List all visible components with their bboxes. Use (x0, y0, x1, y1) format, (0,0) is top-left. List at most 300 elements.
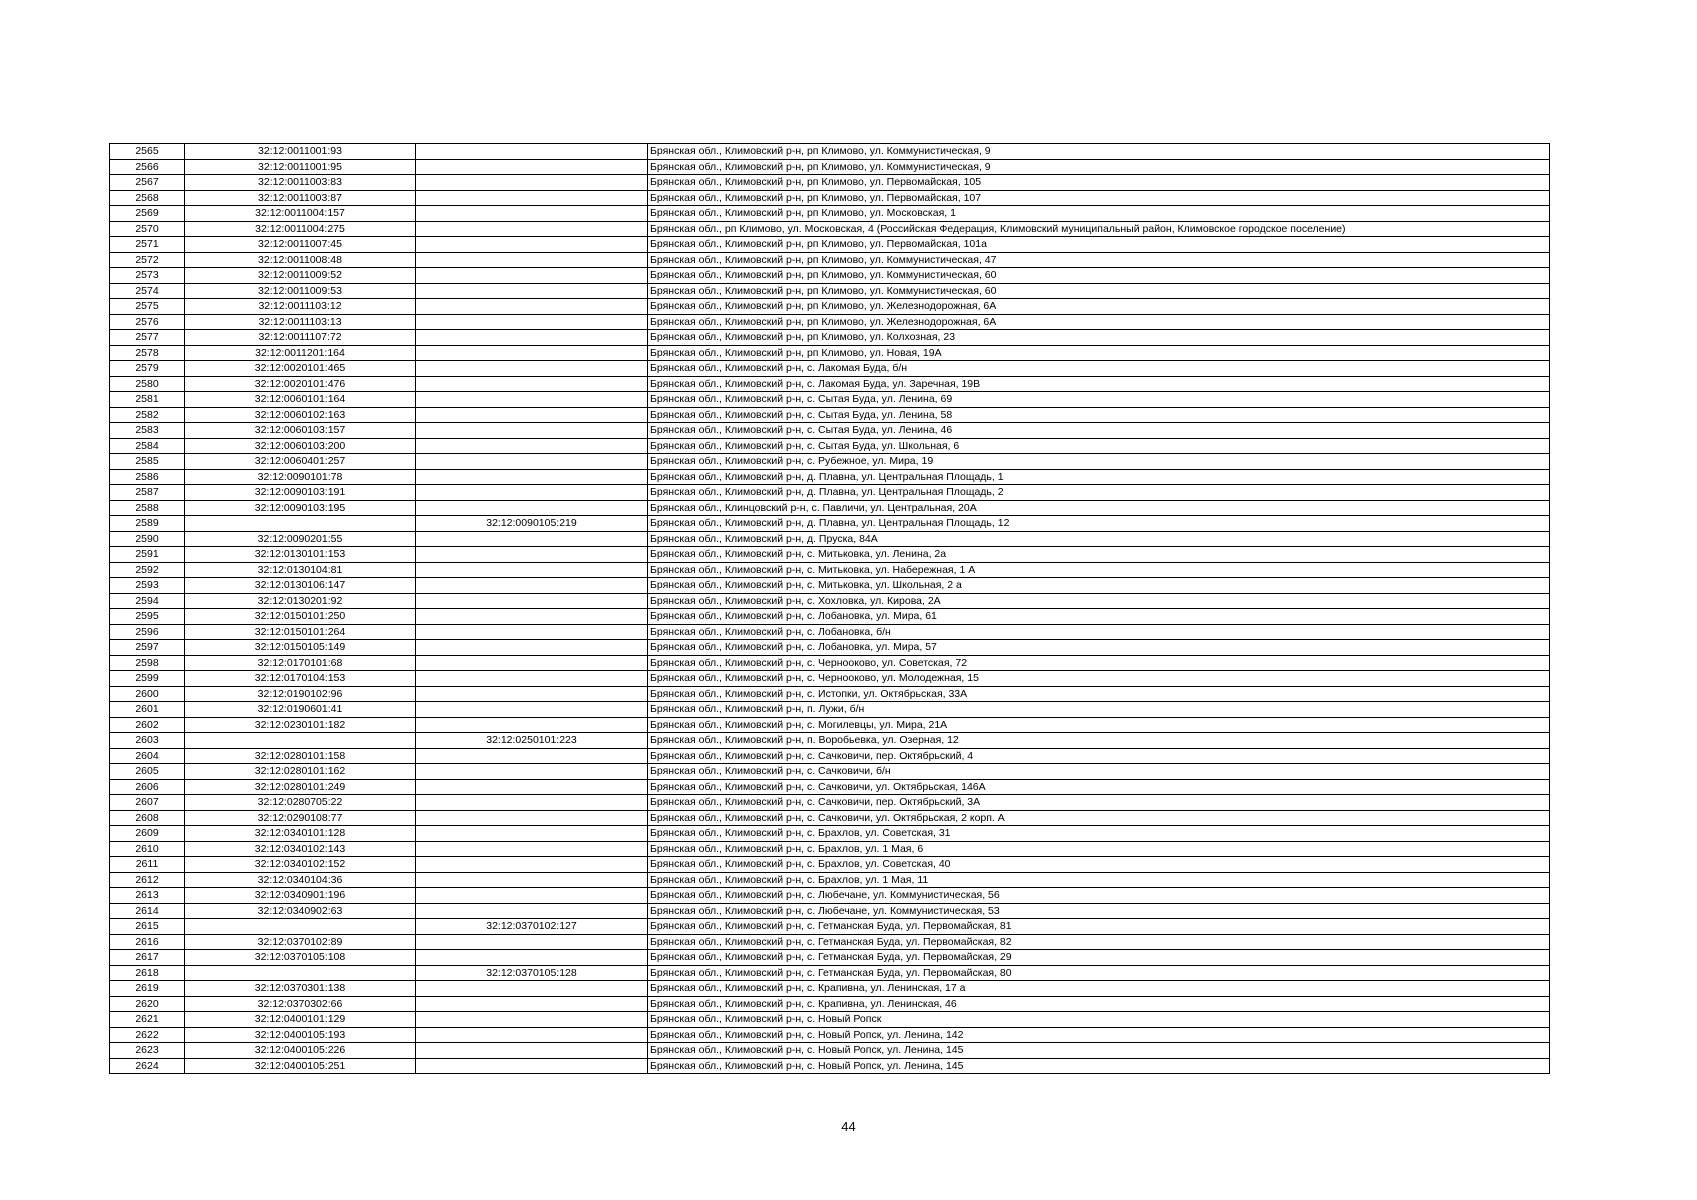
cadastral-number-alt-cell: 32:12:0250101:223 (416, 733, 648, 749)
cadastral-number-alt-cell (416, 221, 648, 237)
row-number-cell: 2593 (110, 578, 185, 594)
cadastral-number-alt-cell (416, 950, 648, 966)
row-number-cell: 2614 (110, 903, 185, 919)
cadastral-number-cell: 32:12:0340102:143 (185, 841, 416, 857)
address-cell: Брянская обл., Клинцовский р-н, с. Павличи, ул. Центральная, 20А (648, 500, 1550, 516)
row-number-cell: 2605 (110, 764, 185, 780)
row-number-cell: 2601 (110, 702, 185, 718)
row-number-cell: 2565 (110, 144, 185, 160)
cadastral-number-alt-cell (416, 237, 648, 253)
table-row (110, 950, 1550, 966)
row-number-cell: 2569 (110, 206, 185, 222)
table-row (110, 702, 1550, 718)
table-row (110, 237, 1550, 253)
cadastral-number-cell: 32:12:0150101:264 (185, 624, 416, 640)
row-number-cell: 2621 (110, 1012, 185, 1028)
table-row (110, 965, 1550, 981)
cadastral-number-cell: 32:12:0090103:191 (185, 485, 416, 501)
address-cell: Брянская обл., Климовский р-н, с. Брахлов, ул. Советская, 31 (648, 826, 1550, 842)
table-row (110, 454, 1550, 470)
cadastral-number-alt-cell (416, 748, 648, 764)
row-number-cell: 2596 (110, 624, 185, 640)
address-cell: Брянская обл., Климовский р-н, с. Сачковичи, ул. Октябрьская, 146А (648, 779, 1550, 795)
table-row (110, 1058, 1550, 1074)
address-cell: Брянская обл., Климовский р-н, рп Климово, ул. Первомайская, 105 (648, 175, 1550, 191)
cadastral-number-cell: 32:12:0230101:182 (185, 717, 416, 733)
address-cell: Брянская обл., Климовский р-н, рп Климово, ул. Коммунистическая, 47 (648, 252, 1550, 268)
cadastral-number-cell: 32:12:0340102:152 (185, 857, 416, 873)
cadastral-number-cell: 32:12:0090201:55 (185, 531, 416, 547)
row-number-cell: 2617 (110, 950, 185, 966)
cadastral-number-cell: 32:12:0130101:153 (185, 547, 416, 563)
address-cell: Брянская обл., Климовский р-н, с. Сачковичи, ул. Октябрьская, 2 корп. А (648, 810, 1550, 826)
cadastral-number-alt-cell (416, 1027, 648, 1043)
cadastral-number-alt-cell (416, 500, 648, 516)
cadastral-number-cell (185, 516, 416, 532)
table-row (110, 826, 1550, 842)
cadastral-number-alt-cell (416, 764, 648, 780)
address-cell: Брянская обл., Климовский р-н, с. Рубежное, ул. Мира, 19 (648, 454, 1550, 470)
cadastral-number-cell: 32:12:0011009:52 (185, 268, 416, 284)
address-cell: Брянская обл., Климовский р-н, рп Климово, ул. Коммунистическая, 9 (648, 159, 1550, 175)
cadastral-number-cell: 32:12:0280101:158 (185, 748, 416, 764)
address-cell: Брянская обл., Климовский р-н, рп Климово, ул. Коммунистическая, 60 (648, 268, 1550, 284)
row-number-cell: 2608 (110, 810, 185, 826)
row-number-cell: 2610 (110, 841, 185, 857)
cadastral-number-alt-cell (416, 671, 648, 687)
row-number-cell: 2618 (110, 965, 185, 981)
table-row (110, 392, 1550, 408)
table-row (110, 531, 1550, 547)
property-table (109, 143, 1550, 1074)
cadastral-number-cell: 32:12:0290108:77 (185, 810, 416, 826)
table-row (110, 547, 1550, 563)
address-cell: Брянская обл., Климовский р-н, с. Сытая Буда, ул. Школьная, 6 (648, 438, 1550, 454)
cadastral-number-cell (185, 919, 416, 935)
row-number-cell: 2567 (110, 175, 185, 191)
cadastral-number-alt-cell (416, 996, 648, 1012)
row-number-cell: 2589 (110, 516, 185, 532)
table-row (110, 624, 1550, 640)
cadastral-number-cell: 32:12:0020101:476 (185, 376, 416, 392)
address-cell: Брянская обл., Климовский р-н, с. Сачковичи, пер. Октябрьский, 3А (648, 795, 1550, 811)
row-number-cell: 2609 (110, 826, 185, 842)
cadastral-number-cell: 32:12:0130106:147 (185, 578, 416, 594)
cadastral-number-cell: 32:12:0090101:78 (185, 469, 416, 485)
cadastral-number-cell: 32:12:0130201:92 (185, 593, 416, 609)
table-row (110, 500, 1550, 516)
row-number-cell: 2615 (110, 919, 185, 935)
cadastral-number-alt-cell: 32:12:0370102:127 (416, 919, 648, 935)
address-cell: Брянская обл., Климовский р-н, с. Сытая Буда, ул. Ленина, 58 (648, 407, 1550, 423)
cadastral-number-cell: 32:12:0011201:164 (185, 345, 416, 361)
cadastral-number-alt-cell (416, 159, 648, 175)
row-number-cell: 2620 (110, 996, 185, 1012)
table-row (110, 252, 1550, 268)
address-cell: Брянская обл., Климовский р-н, с. Гетманская Буда, ул. Первомайская, 81 (648, 919, 1550, 935)
address-cell: Брянская обл., Климовский р-н, рп Климово, ул. Железнодорожная, 6А (648, 314, 1550, 330)
cadastral-number-cell: 32:12:0060401:257 (185, 454, 416, 470)
cadastral-number-alt-cell (416, 531, 648, 547)
row-number-cell: 2574 (110, 283, 185, 299)
table-row (110, 516, 1550, 532)
row-number-cell: 2573 (110, 268, 185, 284)
cadastral-number-alt-cell (416, 779, 648, 795)
row-number-cell: 2577 (110, 330, 185, 346)
table-row (110, 981, 1550, 997)
address-cell: Брянская обл., Климовский р-н, д. Плавна, ул. Центральная Площадь, 1 (648, 469, 1550, 485)
address-cell: Брянская обл., Климовский р-н, с. Лобановка, ул. Мира, 61 (648, 609, 1550, 625)
table-row (110, 562, 1550, 578)
row-number-cell: 2597 (110, 640, 185, 656)
address-cell: Брянская обл., Климовский р-н, с. Гетманская Буда, ул. Первомайская, 29 (648, 950, 1550, 966)
address-cell: Брянская обл., Климовский р-н, с. Брахлов, ул. Советская, 40 (648, 857, 1550, 873)
cadastral-number-cell: 32:12:0011003:87 (185, 190, 416, 206)
table-row (110, 206, 1550, 222)
table-row (110, 996, 1550, 1012)
cadastral-number-cell: 32:12:0011004:157 (185, 206, 416, 222)
address-cell: Брянская обл., Климовский р-н, с. Новый Ропск, ул. Ленина, 145 (648, 1058, 1550, 1074)
cadastral-number-alt-cell (416, 190, 648, 206)
row-number-cell: 2566 (110, 159, 185, 175)
table-row (110, 376, 1550, 392)
table-row (110, 686, 1550, 702)
cadastral-number-alt-cell: 32:12:0370105:128 (416, 965, 648, 981)
table-row (110, 1012, 1550, 1028)
cadastral-number-alt-cell (416, 1043, 648, 1059)
cadastral-number-cell: 32:12:0011003:83 (185, 175, 416, 191)
address-cell: Брянская обл., Климовский р-н, с. Крапивна, ул. Ленинская, 17 а (648, 981, 1550, 997)
row-number-cell: 2586 (110, 469, 185, 485)
address-cell: Брянская обл., Климовский р-н, рп Климово, ул. Новая, 19А (648, 345, 1550, 361)
address-cell: Брянская обл., Климовский р-н, с. Лакомая Буда, ул. Заречная, 19В (648, 376, 1550, 392)
address-cell: Брянская обл., Климовский р-н, п. Лужи, б/н (648, 702, 1550, 718)
cadastral-number-alt-cell (416, 841, 648, 857)
cadastral-number-cell: 32:12:0400105:226 (185, 1043, 416, 1059)
address-cell: Брянская обл., Климовский р-н, с. Лобановка, ул. Мира, 57 (648, 640, 1550, 656)
cadastral-number-cell (185, 965, 416, 981)
row-number-cell: 2581 (110, 392, 185, 408)
row-number-cell: 2578 (110, 345, 185, 361)
row-number-cell: 2624 (110, 1058, 185, 1074)
table-row (110, 578, 1550, 594)
cadastral-number-alt-cell (416, 826, 648, 842)
table-row (110, 919, 1550, 935)
row-number-cell: 2572 (110, 252, 185, 268)
cadastral-number-alt-cell (416, 578, 648, 594)
address-cell: Брянская обл., Климовский р-н, рп Климово, ул. Коммунистическая, 9 (648, 144, 1550, 160)
cadastral-number-cell: 32:12:0011001:93 (185, 144, 416, 160)
cadastral-number-alt-cell (416, 407, 648, 423)
address-cell: Брянская обл., Климовский р-н, с. Хохловка, ул. Кирова, 2А (648, 593, 1550, 609)
row-number-cell: 2584 (110, 438, 185, 454)
cadastral-number-cell: 32:12:0280101:162 (185, 764, 416, 780)
address-cell: Брянская обл., Климовский р-н, д. Плавна, ул. Центральная Площадь, 12 (648, 516, 1550, 532)
cadastral-number-cell: 32:12:0340902:63 (185, 903, 416, 919)
cadastral-number-alt-cell (416, 888, 648, 904)
cadastral-number-alt-cell (416, 252, 648, 268)
address-cell: Брянская обл., Климовский р-н, п. Воробьевка, ул. Озерная, 12 (648, 733, 1550, 749)
table-row (110, 764, 1550, 780)
table-row (110, 872, 1550, 888)
address-cell: Брянская обл., Климовский р-н, с. Любечане, ул. Коммунистическая, 56 (648, 888, 1550, 904)
cadastral-number-cell: 32:12:0340101:128 (185, 826, 416, 842)
row-number-cell: 2623 (110, 1043, 185, 1059)
cadastral-number-cell: 32:12:0090103:195 (185, 500, 416, 516)
row-number-cell: 2603 (110, 733, 185, 749)
cadastral-number-cell: 32:12:0011008:48 (185, 252, 416, 268)
cadastral-number-cell (185, 733, 416, 749)
address-cell: Брянская обл., Климовский р-н, с. Сачковичи, пер. Октябрьский, 4 (648, 748, 1550, 764)
row-number-cell: 2575 (110, 299, 185, 315)
cadastral-number-cell: 32:12:0011004:275 (185, 221, 416, 237)
table-row (110, 314, 1550, 330)
cadastral-number-cell: 32:12:0060102:163 (185, 407, 416, 423)
cadastral-number-cell: 32:12:0400105:251 (185, 1058, 416, 1074)
address-cell: Брянская обл., Климовский р-н, с. Сытая Буда, ул. Ленина, 69 (648, 392, 1550, 408)
table-row (110, 469, 1550, 485)
address-cell: Брянская обл., Климовский р-н, с. Новый Ропск, ул. Ленина, 145 (648, 1043, 1550, 1059)
cadastral-number-cell: 32:12:0370301:138 (185, 981, 416, 997)
cadastral-number-alt-cell (416, 345, 648, 361)
table-row (110, 423, 1550, 439)
row-number-cell: 2583 (110, 423, 185, 439)
cadastral-number-cell: 32:12:0170101:68 (185, 655, 416, 671)
table-row (110, 748, 1550, 764)
cadastral-number-alt-cell (416, 144, 648, 160)
row-number-cell: 2592 (110, 562, 185, 578)
address-cell: Брянская обл., Климовский р-н, с. Митьковка, ул. Набережная, 1 А (648, 562, 1550, 578)
address-cell: Брянская обл., Климовский р-н, с. Могилевцы, ул. Мира, 21А (648, 717, 1550, 733)
address-cell: Брянская обл., Климовский р-н, с. Брахлов, ул. 1 Мая, 11 (648, 872, 1550, 888)
address-cell: Брянская обл., Климовский р-н, с. Брахлов, ул. 1 Мая, 6 (648, 841, 1550, 857)
cadastral-number-alt-cell (416, 268, 648, 284)
address-cell: Брянская обл., Климовский р-н, с. Новый Ропск, ул. Ленина, 142 (648, 1027, 1550, 1043)
cadastral-number-alt-cell (416, 547, 648, 563)
cadastral-number-alt-cell (416, 857, 648, 873)
table-row (110, 1027, 1550, 1043)
row-number-cell: 2585 (110, 454, 185, 470)
cadastral-number-alt-cell (416, 655, 648, 671)
row-number-cell: 2587 (110, 485, 185, 501)
cadastral-number-cell: 32:12:0340104:36 (185, 872, 416, 888)
cadastral-number-cell: 32:12:0011103:12 (185, 299, 416, 315)
cadastral-number-cell: 32:12:0170104:153 (185, 671, 416, 687)
cadastral-number-cell: 32:12:0011107:72 (185, 330, 416, 346)
cadastral-number-cell: 32:12:0130104:81 (185, 562, 416, 578)
cadastral-number-alt-cell (416, 903, 648, 919)
table-row (110, 268, 1550, 284)
address-cell: Брянская обл., Климовский р-н, рп Климово, ул. Коммунистическая, 60 (648, 283, 1550, 299)
cadastral-number-alt-cell (416, 562, 648, 578)
table-row (110, 593, 1550, 609)
cadastral-number-cell: 32:12:0370102:89 (185, 934, 416, 950)
address-cell: Брянская обл., Климовский р-н, с. Чернооково, ул. Советская, 72 (648, 655, 1550, 671)
row-number-cell: 2582 (110, 407, 185, 423)
address-cell: Брянская обл., Климовский р-н, с. Новый Ропск (648, 1012, 1550, 1028)
row-number-cell: 2590 (110, 531, 185, 547)
cadastral-number-cell: 32:12:0370105:108 (185, 950, 416, 966)
cadastral-number-alt-cell (416, 485, 648, 501)
cadastral-number-alt-cell (416, 299, 648, 315)
row-number-cell: 2602 (110, 717, 185, 733)
cadastral-number-cell: 32:12:0400101:129 (185, 1012, 416, 1028)
cadastral-number-cell: 32:12:0150101:250 (185, 609, 416, 625)
cadastral-number-cell: 32:12:0400105:193 (185, 1027, 416, 1043)
table-row (110, 609, 1550, 625)
table-row (110, 903, 1550, 919)
address-cell: Брянская обл., Климовский р-н, д. Плавна, ул. Центральная Площадь, 2 (648, 485, 1550, 501)
row-number-cell: 2619 (110, 981, 185, 997)
cadastral-number-alt-cell (416, 1058, 648, 1074)
address-cell: Брянская обл., Климовский р-н, с. Митьковка, ул. Ленина, 2а (648, 547, 1550, 563)
cadastral-number-cell: 32:12:0060103:157 (185, 423, 416, 439)
address-cell: Брянская обл., Климовский р-н, с. Истопки, ул. Октябрьская, 33А (648, 686, 1550, 702)
table-row (110, 159, 1550, 175)
address-cell: Брянская обл., Климовский р-н, с. Сытая Буда, ул. Ленина, 46 (648, 423, 1550, 439)
table-row (110, 671, 1550, 687)
table-row (110, 485, 1550, 501)
row-number-cell: 2580 (110, 376, 185, 392)
address-cell: Брянская обл., Климовский р-н, рп Климово, ул. Колхозная, 23 (648, 330, 1550, 346)
table-row (110, 361, 1550, 377)
row-number-cell: 2607 (110, 795, 185, 811)
cadastral-number-alt-cell (416, 593, 648, 609)
table-row (110, 810, 1550, 826)
table-row (110, 144, 1550, 160)
cadastral-number-alt-cell (416, 330, 648, 346)
table-row (110, 640, 1550, 656)
cadastral-number-alt-cell (416, 810, 648, 826)
table-row (110, 175, 1550, 191)
cadastral-number-alt-cell (416, 981, 648, 997)
cadastral-number-alt-cell: 32:12:0090105:219 (416, 516, 648, 532)
row-number-cell: 2604 (110, 748, 185, 764)
address-cell: Брянская обл., Климовский р-н, с. Митьковка, ул. Школьная, 2 а (648, 578, 1550, 594)
cadastral-number-cell: 32:12:0190102:96 (185, 686, 416, 702)
cadastral-number-cell: 32:12:0370302:66 (185, 996, 416, 1012)
row-number-cell: 2595 (110, 609, 185, 625)
cadastral-number-cell: 32:12:0150105:149 (185, 640, 416, 656)
address-cell: Брянская обл., Климовский р-н, рп Климово, ул. Первомайская, 101а (648, 237, 1550, 253)
cadastral-number-cell: 32:12:0011007:45 (185, 237, 416, 253)
table-row (110, 934, 1550, 950)
cadastral-number-cell: 32:12:0060101:164 (185, 392, 416, 408)
cadastral-number-cell: 32:12:0011001:95 (185, 159, 416, 175)
table-row (110, 407, 1550, 423)
row-number-cell: 2579 (110, 361, 185, 377)
row-number-cell: 2591 (110, 547, 185, 563)
cadastral-number-cell: 32:12:0020101:465 (185, 361, 416, 377)
table-row (110, 345, 1550, 361)
cadastral-number-alt-cell (416, 314, 648, 330)
cadastral-number-alt-cell (416, 206, 648, 222)
cadastral-number-alt-cell (416, 609, 648, 625)
row-number-cell: 2571 (110, 237, 185, 253)
address-cell: Брянская обл., рп Климово, ул. Московская, 4 (Российская Федерация, Климовский муниципальный район, Климовское городское поселение) (648, 221, 1550, 237)
row-number-cell: 2570 (110, 221, 185, 237)
cadastral-number-alt-cell (416, 438, 648, 454)
address-cell: Брянская обл., Климовский р-н, с. Любечане, ул. Коммунистическая, 53 (648, 903, 1550, 919)
cadastral-number-cell: 32:12:0060103:200 (185, 438, 416, 454)
cadastral-number-alt-cell (416, 376, 648, 392)
row-number-cell: 2611 (110, 857, 185, 873)
cadastral-number-alt-cell (416, 361, 648, 377)
table-row (110, 733, 1550, 749)
cadastral-number-cell: 32:12:0011103:13 (185, 314, 416, 330)
row-number-cell: 2576 (110, 314, 185, 330)
table-row (110, 795, 1550, 811)
cadastral-number-alt-cell (416, 175, 648, 191)
row-number-cell: 2599 (110, 671, 185, 687)
cadastral-number-alt-cell (416, 686, 648, 702)
address-cell: Брянская обл., Климовский р-н, рп Климово, ул. Первомайская, 107 (648, 190, 1550, 206)
cadastral-number-alt-cell (416, 423, 648, 439)
table-row (110, 283, 1550, 299)
table-row (110, 779, 1550, 795)
table-row (110, 190, 1550, 206)
cadastral-number-cell: 32:12:0011009:53 (185, 283, 416, 299)
cadastral-number-alt-cell (416, 454, 648, 470)
row-number-cell: 2616 (110, 934, 185, 950)
row-number-cell: 2613 (110, 888, 185, 904)
table-row (110, 1043, 1550, 1059)
address-cell: Брянская обл., Климовский р-н, д. Пруска, 84А (648, 531, 1550, 547)
address-cell: Брянская обл., Климовский р-н, с. Крапивна, ул. Ленинская, 46 (648, 996, 1550, 1012)
row-number-cell: 2622 (110, 1027, 185, 1043)
table-row (110, 888, 1550, 904)
cadastral-number-cell: 32:12:0190601:41 (185, 702, 416, 718)
cadastral-number-alt-cell (416, 469, 648, 485)
cadastral-number-alt-cell (416, 717, 648, 733)
row-number-cell: 2598 (110, 655, 185, 671)
table-row (110, 221, 1550, 237)
cadastral-number-alt-cell (416, 283, 648, 299)
address-cell: Брянская обл., Климовский р-н, рп Климово, ул. Железнодорожная, 6А (648, 299, 1550, 315)
cadastral-number-alt-cell (416, 640, 648, 656)
row-number-cell: 2606 (110, 779, 185, 795)
table-row (110, 299, 1550, 315)
cadastral-number-cell: 32:12:0280101:249 (185, 779, 416, 795)
table-row (110, 857, 1550, 873)
row-number-cell: 2600 (110, 686, 185, 702)
table-row (110, 717, 1550, 733)
page-number: 44 (841, 1119, 856, 1134)
address-cell: Брянская обл., Климовский р-н, с. Чернооково, ул. Молодежная, 15 (648, 671, 1550, 687)
table-row (110, 655, 1550, 671)
table-row (110, 841, 1550, 857)
cadastral-number-alt-cell (416, 934, 648, 950)
row-number-cell: 2588 (110, 500, 185, 516)
cadastral-number-cell: 32:12:0280705:22 (185, 795, 416, 811)
address-cell: Брянская обл., Климовский р-н, с. Гетманская Буда, ул. Первомайская, 80 (648, 965, 1550, 981)
cadastral-number-alt-cell (416, 1012, 648, 1028)
table-row (110, 330, 1550, 346)
row-number-cell: 2594 (110, 593, 185, 609)
cadastral-number-alt-cell (416, 624, 648, 640)
cadastral-number-cell: 32:12:0340901:196 (185, 888, 416, 904)
cadastral-number-alt-cell (416, 795, 648, 811)
address-cell: Брянская обл., Климовский р-н, с. Лакомая Буда, б/н (648, 361, 1550, 377)
address-cell: Брянская обл., Климовский р-н, с. Гетманская Буда, ул. Первомайская, 82 (648, 934, 1550, 950)
row-number-cell: 2568 (110, 190, 185, 206)
table-body (110, 144, 1550, 1074)
row-number-cell: 2612 (110, 872, 185, 888)
address-cell: Брянская обл., Климовский р-н, рп Климово, ул. Московская, 1 (648, 206, 1550, 222)
address-cell: Брянская обл., Климовский р-н, с. Лобановка, б/н (648, 624, 1550, 640)
cadastral-number-alt-cell (416, 392, 648, 408)
cadastral-number-alt-cell (416, 872, 648, 888)
